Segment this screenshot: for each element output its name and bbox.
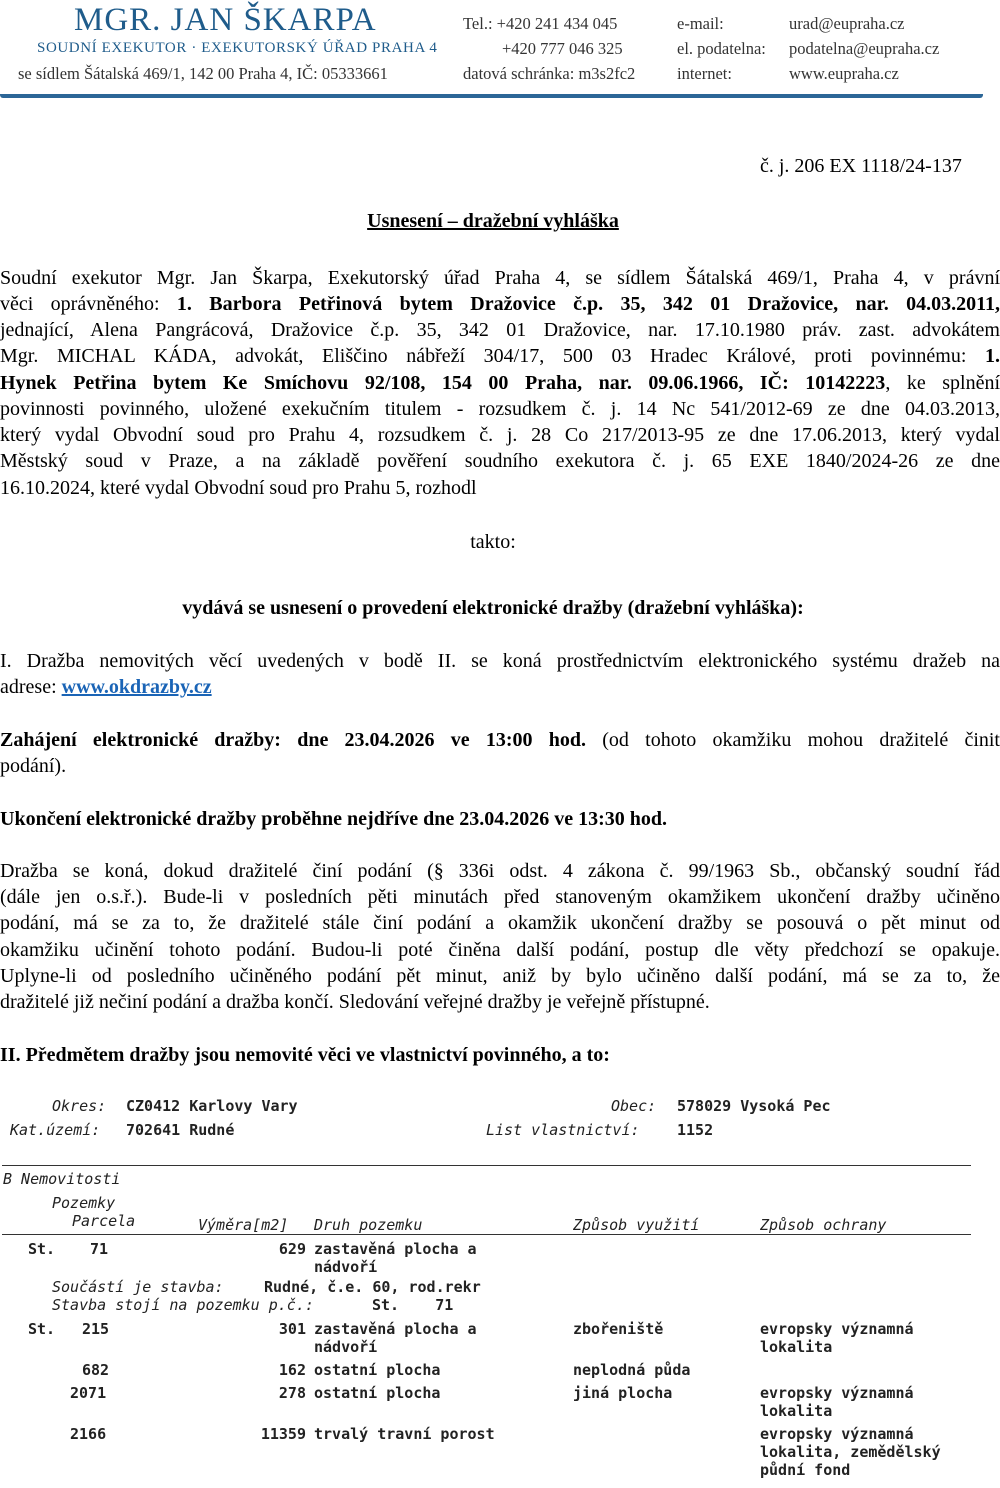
row-2-druh: zastavěná plocha a xyxy=(314,1320,477,1338)
row-5-ochrana-2: lokalita, zemědělský xyxy=(760,1443,941,1461)
row-5-vymera: 11359 xyxy=(260,1425,306,1443)
row-2-prefix: St. xyxy=(28,1320,56,1338)
point-2-heading: II. Předmětem dražby jsou nemovité věci ve vlastnictví povinného, a to: xyxy=(0,1044,610,1066)
note-1-value: Rudné, č.e. 60, rod.rekr xyxy=(264,1278,481,1296)
intro-line-7: který vydal Obvodní soud pro Prahu 4, rozsudkem č. j. 28 Co 217/2013-95 ze dne 17.06.2013, který vydal xyxy=(0,424,1000,446)
row-1-druh: zastavěná plocha a xyxy=(314,1240,477,1258)
creditor-name: 1. Barbora Petřinová bytem Dražovice č.p. 35, 342 01 Dražovice, nar. 04.03.2011, xyxy=(176,293,1000,315)
row-2-druh-2: nádvoří xyxy=(314,1338,378,1356)
row-2-ochrana: evropsky významná xyxy=(760,1320,914,1338)
phone-2: +420 777 046 325 xyxy=(502,39,623,58)
point-1-line-1: I. Dražba nemovitých věcí uvedených v bodě II. se koná prostřednictvím elektronického systému dražeb na xyxy=(0,650,1000,672)
internet-value: www.eupraha.cz xyxy=(789,64,899,83)
resolution-heading: vydává se usnesení o provedení elektronické dražby (dražební vyhláška): xyxy=(182,597,804,619)
row-4-parcela: 2071 xyxy=(70,1384,107,1402)
auction-end: Ukončení elektronické dražby proběhne nejdříve dne 23.04.2026 ve 13:30 hod. xyxy=(0,808,668,830)
row-3-vyuziti: neplodná půda xyxy=(573,1361,691,1379)
row-1-parcela: 71 xyxy=(90,1240,109,1258)
rules-line-5: Uplyne-li od posledního učiněného podání pět minut, aniž by bylo učiněno další podání, má se za to, že xyxy=(0,965,1000,987)
intro-line-3: jednající, Alena Pangrácová, Dražovice č.p. 35, 342 01 Dražovice, nar. 17.10.1980 práv. zast. advokátem xyxy=(0,319,1000,341)
row-2-parcela: 215 xyxy=(82,1320,110,1338)
katuzemi-label: Kat.území: xyxy=(10,1121,101,1139)
internet-label: internet: xyxy=(677,64,732,83)
data-box: datová schránka: m3s2fc2 xyxy=(463,64,636,83)
group-label: Pozemky xyxy=(52,1194,116,1212)
intro-line-4: Mgr. MICHAL KÁDA, advokát, Eliščino nábřeží 304/17, 500 03 Hradec Králové, proti povinnému: 1. xyxy=(0,345,1000,367)
podatelna-label: el. podatelna: xyxy=(677,39,766,58)
row-3-vymera: 162 xyxy=(278,1361,306,1379)
row-4-ochrana: evropsky významná xyxy=(760,1384,914,1402)
note-2-label: Stavba stojí na pozemku p.č.: xyxy=(52,1296,314,1314)
row-1-vymera: 629 xyxy=(278,1240,306,1258)
katuzemi-value: 702641 Rudné xyxy=(126,1121,235,1139)
rules-line-4: okamžiku učinění tohoto podání. Budou-li poté činěna další podání, postup dle věty předchozí se opakuje. xyxy=(0,939,1000,961)
intro-line-6: povinnosti povinného, uložené exekučním titulem - rozsudkem č. j. 14 Nc 541/2012-69 ze dne 04.03.2013, xyxy=(0,398,1000,420)
row-4-vymera: 278 xyxy=(278,1384,306,1402)
rules-line-2: (dále jen o.s.ř.). Bude-li v posledních pěti minutách před stanoveným okamžikem ukončení dražby učiněno xyxy=(0,886,1000,908)
row-4-vyuziti: jiná plocha xyxy=(573,1384,673,1402)
office-seat: se sídlem Šátalská 469/1, 142 00 Praha 4, IČ: 05333661 xyxy=(18,64,388,83)
obec-label: Obec: xyxy=(611,1097,657,1115)
row-5-ochrana: evropsky významná xyxy=(760,1425,914,1443)
header-druh: Druh pozemku xyxy=(314,1216,423,1234)
email-value: urad@eupraha.cz xyxy=(789,14,905,33)
intro-line-5: Hynek Petřina bytem Ke Smíchovu 92/108, 154 00 Praha, nar. 09.06.1966, IČ: 10142223, ke splnění xyxy=(0,372,1000,394)
row-5-druh: trvalý travní porost xyxy=(314,1425,495,1443)
auction-link[interactable]: www.okdrazby.cz xyxy=(61,676,212,698)
row-2-vymera: 301 xyxy=(278,1320,306,1338)
row-3-parcela: 682 xyxy=(82,1361,110,1379)
row-2-ochrana-2: lokalita xyxy=(760,1338,833,1356)
intro-line-9: 16.10.2024, které vydal Obvodní soud pro Prahu 5, rozhodl xyxy=(0,477,477,499)
header-vymera: Výměra[m2] xyxy=(198,1216,289,1234)
office-name: SOUDNÍ EXEKUTOR · EXEKUTORSKÝ ÚŘAD PRAHA 4 xyxy=(37,40,438,56)
row-2-vyuziti: zbořeniště xyxy=(573,1320,664,1338)
header-vyuziti: Způsob využití xyxy=(573,1216,700,1234)
letterhead xyxy=(0,0,986,100)
email-label: e-mail: xyxy=(677,14,724,33)
lv-value: 1152 xyxy=(677,1121,714,1139)
row-5-ochrana-3: půdní fond xyxy=(760,1461,851,1479)
rules-line-1: Dražba se koná, dokud dražitelé činí podání (§ 336i odst. 4 zákona č. 99/1963 Sb., občanský soudní řád xyxy=(0,860,1000,882)
debtor-name: Hynek Petřina bytem Ke Smíchovu 92/108, 154 00 Praha, nar. 09.06.1966, IČ: 10142223 xyxy=(0,372,886,394)
phone-1: Tel.: +420 241 434 045 xyxy=(463,14,618,33)
reference-number: č. j. 206 EX 1118/24-137 xyxy=(760,155,962,177)
auction-start: Zahájení elektronické dražby: dne 23.04.2026 ve 13:00 hod. (od tohoto okamžiku mohou dražitelé činit xyxy=(0,729,1000,751)
okres-value: CZ0412 Karlovy Vary xyxy=(126,1097,298,1115)
okres-label: Okres: xyxy=(52,1097,107,1115)
document-title: Usnesení – dražební vyhláška xyxy=(367,210,619,232)
rules-line-6: dražitelé již nečiní podání a dražba končí. Sledování veřejné dražby je veřejně přístupné. xyxy=(0,991,710,1013)
intro-line-8: Městský soud v Praze, a na základě pověření soudního exekutora č. j. 65 EXE 1840/2024-26 ze dne xyxy=(0,450,1000,472)
section-label: B Nemovitosti xyxy=(3,1170,121,1188)
note-1-label: Součástí je stavba: xyxy=(52,1278,224,1296)
intro-line-1: Soudní exekutor Mgr. Jan Škarpa, Exekutorský úřad Praha 4, se sídlem Šátalská 469/1, Praha 4, v právní xyxy=(0,267,1000,289)
row-1-druh-2: nádvoří xyxy=(314,1258,378,1276)
rules-line-3: podání, má se za to, že dražitelé stále činí podání a okamžik ukončení dražby se posouvá o pět minut od xyxy=(0,912,1000,934)
lv-label: List vlastnictví: xyxy=(486,1121,640,1139)
row-4-druh: ostatní plocha xyxy=(314,1384,441,1402)
point-1-line-2: adrese: www.okdrazby.cz xyxy=(0,676,212,698)
row-1-prefix: St. xyxy=(28,1240,56,1258)
letterhead-divider xyxy=(0,94,983,98)
row-4-ochrana-2: lokalita xyxy=(760,1402,833,1420)
row-5-parcela: 2166 xyxy=(70,1425,107,1443)
header-divider xyxy=(2,1234,971,1235)
extract-divider xyxy=(2,1165,971,1166)
note-2-value: St. 71 xyxy=(372,1296,454,1314)
row-3-druh: ostatní plocha xyxy=(314,1361,441,1379)
obec-value: 578029 Vysoká Pec xyxy=(677,1097,831,1115)
executor-name: MGR. JAN ŠKARPA xyxy=(74,2,377,38)
takto-label: takto: xyxy=(470,531,516,553)
header-parcela: Parcela xyxy=(72,1212,136,1230)
header-ochrana: Způsob ochrany xyxy=(760,1216,887,1234)
podatelna-value: podatelna@eupraha.cz xyxy=(789,39,940,58)
auction-start-line-2: podání). xyxy=(0,755,67,777)
intro-line-2: věci oprávněného: 1. Barbora Petřinová bytem Dražovice č.p. 35, 342 01 Dražovice, nar. 04.03.2011, xyxy=(0,293,1000,315)
